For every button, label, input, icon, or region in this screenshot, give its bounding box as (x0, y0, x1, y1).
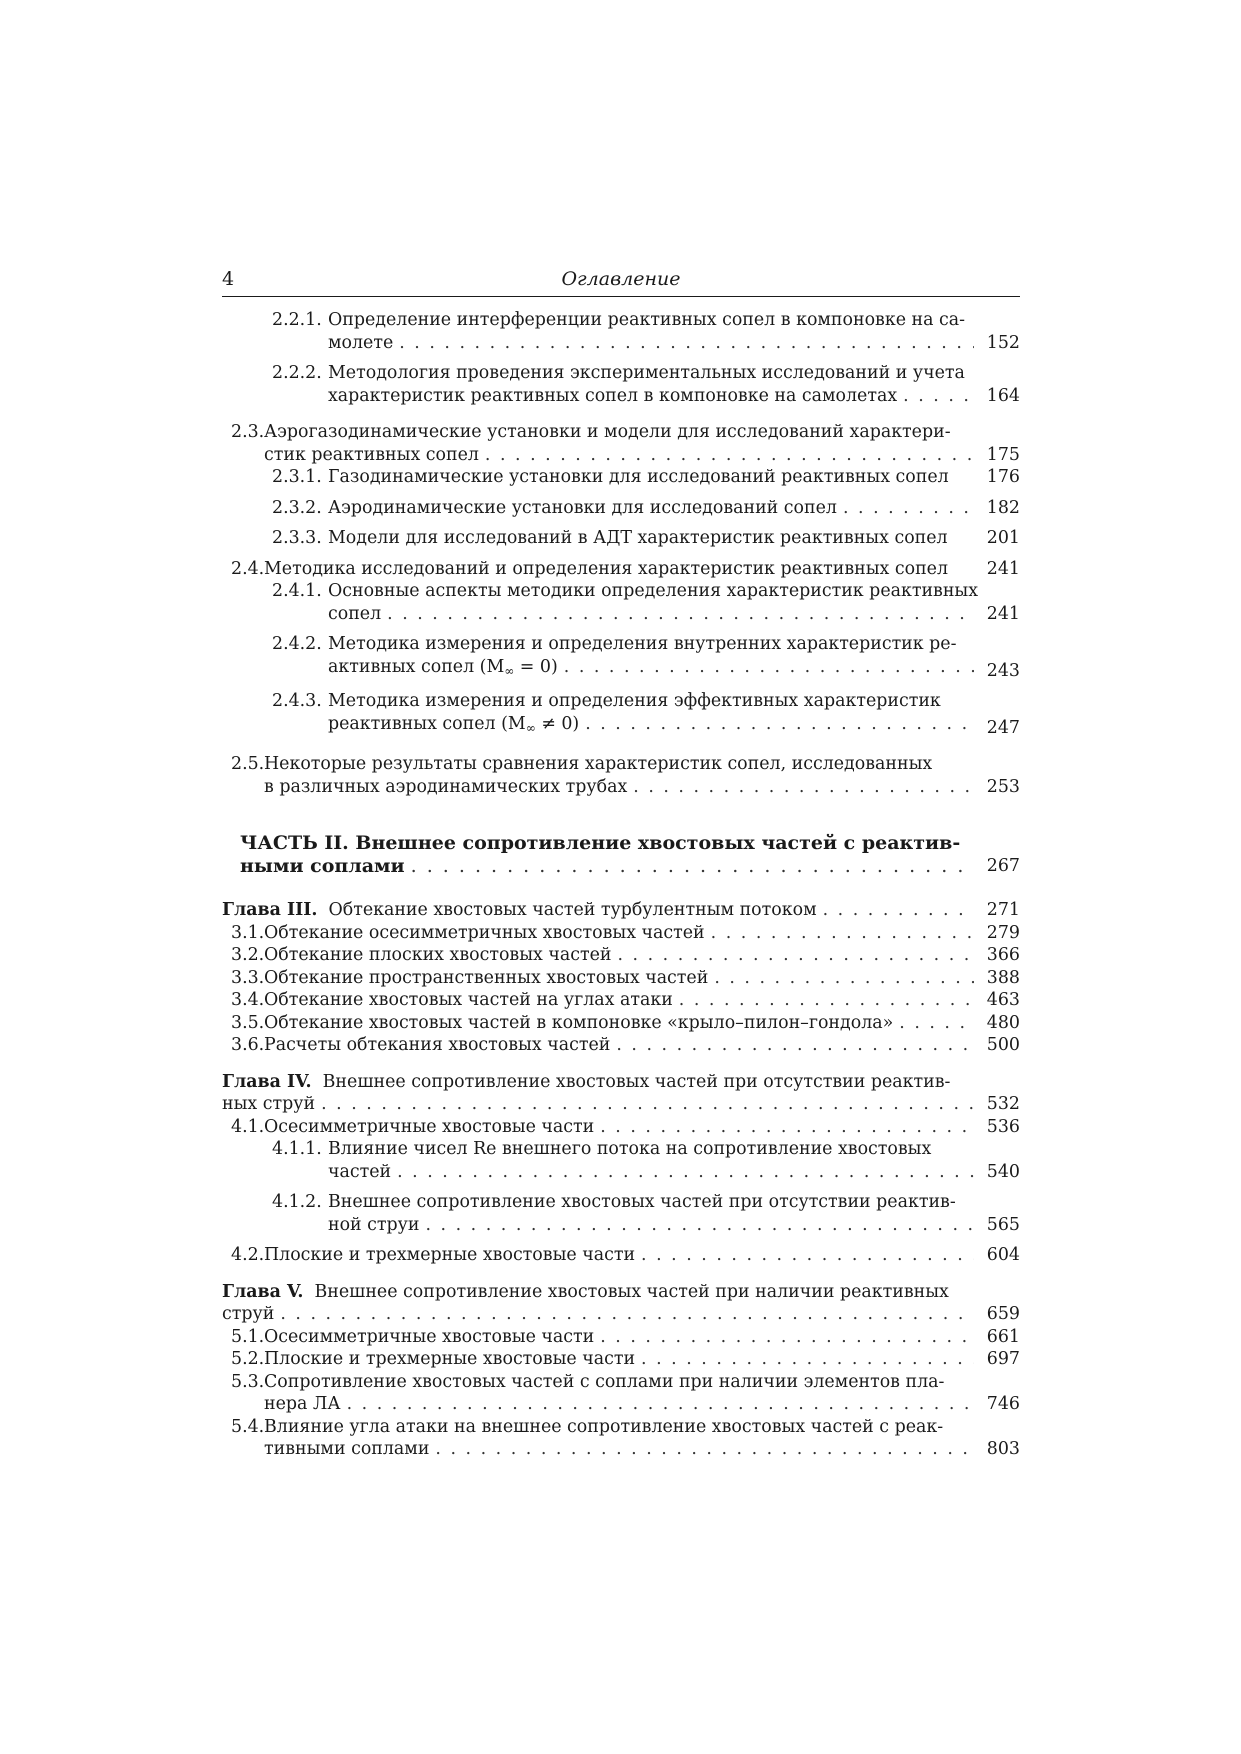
entry-title: Определение интерференции реактивных сопел в компоновке на са- (328, 310, 966, 330)
entry-title: Обтекание осесимметричных хвостовых частей (264, 922, 705, 943)
leader-dots (426, 1214, 975, 1237)
entry-title: Плоские и трехмерные хвостовые части (264, 1349, 636, 1369)
entry-page: 175 (986, 444, 1020, 465)
toc-entry-4-1-2[interactable] (222, 1191, 1020, 1236)
formula-suffix: ≠ 0) (535, 713, 580, 734)
entry-number: 4.1.2. (272, 1192, 322, 1212)
leader-dots (823, 899, 974, 922)
running-title: Оглавление (561, 268, 681, 290)
toc-entry-3-1[interactable] (222, 922, 1020, 945)
toc-entry-2-3-2[interactable] (222, 497, 1020, 520)
entry-page: 152 (986, 332, 1020, 353)
entry-title: Методика исследований и определения характеристик реактивных сопел (264, 558, 949, 579)
entry-number: 2.3.2. (272, 497, 322, 518)
entry-number: 3.3. (231, 967, 265, 988)
leader-dots (280, 1303, 974, 1326)
entry-page: 182 (986, 497, 1020, 518)
entry-title: Методика измерения и определения эффективных характеристик (328, 691, 941, 711)
entry-title-cont: ных струй (222, 1094, 316, 1114)
entry-title: Внешнее сопротивление хвостовых частей при отсутствии реактив- (322, 1071, 951, 1092)
leader-dots (641, 1348, 974, 1371)
entry-number: 2.4.1. (272, 581, 322, 601)
entry-number: 4.1. (231, 1116, 265, 1137)
leader-dots (843, 497, 974, 520)
entry-number: 4.2. (231, 1245, 265, 1265)
entry-title: Методология проведения экспериментальных исследований и учета (328, 363, 965, 383)
entry-title: Осесимметричные хвостовые части (264, 1326, 595, 1347)
toc-entry-2-3[interactable] (222, 421, 1020, 466)
toc-entry-4-1[interactable] (222, 1116, 1020, 1139)
entry-title: Обтекание плоских хвостовых частей (264, 945, 612, 965)
leader-dots (903, 385, 974, 408)
entry-page: 532 (986, 1094, 1020, 1114)
entry-title: Расчеты обтекания хвостовых частей (264, 1035, 611, 1055)
entry-title: Обтекание хвостовых частей на углах атаки (264, 990, 673, 1010)
entry-title-cont: тивными соплами (264, 1439, 430, 1459)
entry-page: 201 (986, 528, 1020, 548)
entry-title: Аэрогазодинамические установки и модели для исследований характери- (264, 422, 951, 442)
entry-number: 2.4.3. (272, 691, 322, 711)
entry-page: 243 (986, 660, 1020, 681)
entry-page: 500 (986, 1035, 1020, 1055)
entry-page: 388 (986, 967, 1020, 988)
toc-entry-3-6[interactable] (222, 1034, 1020, 1057)
entry-number: 5.3. (231, 1371, 265, 1392)
entry-number: 2.4.2. (272, 634, 322, 654)
leader-dots (397, 1161, 974, 1184)
toc-entry-chapter-5[interactable] (222, 1281, 1020, 1326)
entry-title-cont: сопел (328, 603, 382, 624)
entry-number: 2.2.2. (272, 363, 322, 383)
entry-title: Осесимметричные хвостовые части (264, 1116, 595, 1137)
table-of-contents (222, 309, 1020, 1461)
toc-entry-2-4-3[interactable] (222, 690, 1020, 739)
leader-dots (585, 713, 974, 736)
toc-entry-2-3-1[interactable] (222, 466, 1020, 489)
entry-number: 3.1. (231, 922, 265, 943)
entry-number: 3.5. (231, 1012, 265, 1033)
leader-dots (641, 1244, 974, 1267)
entry-page: 271 (986, 900, 1020, 920)
entry-title-cont: в различных аэродинамических трубах (264, 776, 628, 797)
entry-title-cont: нера ЛА (264, 1394, 341, 1414)
leader-dots (633, 776, 974, 799)
toc-entry-2-5[interactable] (222, 753, 1020, 798)
leader-dots (435, 1438, 974, 1461)
toc-entry-3-5[interactable] (222, 1012, 1020, 1035)
running-head (222, 266, 1020, 297)
part-title: ЧАСТЬ II. Внешнее сопротивление хвостовых частей с реактив- (240, 832, 961, 854)
entry-page: 803 (986, 1439, 1020, 1459)
entry-page: 366 (986, 945, 1020, 965)
toc-entry-3-4[interactable] (222, 989, 1020, 1012)
entry-page: 604 (986, 1245, 1020, 1265)
entry-page: 746 (986, 1394, 1020, 1414)
toc-entry-5-2[interactable] (222, 1348, 1020, 1371)
entry-page: 176 (986, 467, 1020, 487)
chapter-label: Глава V. (222, 1281, 304, 1302)
entry-page: 253 (986, 776, 1020, 797)
entry-number: 2.3. (231, 422, 265, 442)
infinity-subscript: ∞ (504, 663, 515, 678)
toc-entry-2-4-1[interactable] (222, 580, 1020, 625)
entry-title: Обтекание хвостовых частей в компоновке «крыло–пилон–гондола» (264, 1012, 894, 1033)
leader-dots (711, 922, 974, 945)
entry-title-cont (328, 713, 579, 740)
entry-page: 659 (986, 1304, 1020, 1324)
part-title-cont: ными соплами (240, 854, 405, 877)
entry-title: Влияние чисел Re внешнего потока на сопротивление хвостовых (328, 1139, 932, 1159)
entry-title: Методика измерения и определения внутренних характеристик ре- (328, 634, 957, 654)
entry-number: 4.1.1. (272, 1139, 322, 1159)
toc-entry-chapter-3[interactable] (222, 899, 1020, 922)
entry-title: Влияние угла атаки на внешнее сопротивление хвостовых частей с реак- (264, 1416, 944, 1437)
leader-dots (411, 855, 974, 878)
entry-title-cont: стик реактивных сопел (264, 444, 479, 465)
entry-title: Плоские и трехмерные хвостовые части (264, 1245, 636, 1265)
toc-entry-2-4-2[interactable] (222, 633, 1020, 682)
leader-dots (600, 1326, 974, 1349)
toc-entry-4-1-1[interactable] (222, 1138, 1020, 1183)
entry-page: 697 (986, 1349, 1020, 1369)
document-page (222, 266, 1020, 1461)
entry-title: Внешнее сопротивление хвостовых частей при отсутствии реактив- (328, 1192, 956, 1212)
entry-page: 164 (986, 385, 1020, 406)
toc-entry-2-4[interactable] (222, 558, 1020, 581)
infinity-subscript: ∞ (525, 720, 536, 735)
entry-title-cont: ной струи (328, 1214, 420, 1235)
entry-number: 3.4. (231, 990, 265, 1010)
chapter-label: Глава III. (222, 900, 318, 920)
entry-title-cont: струй (222, 1304, 275, 1324)
toc-entry-5-4[interactable] (222, 1416, 1020, 1461)
entry-page: 279 (986, 922, 1020, 943)
entry-title: Основные аспекты методики определения характеристик реактивных (328, 581, 979, 601)
leader-dots (347, 1393, 974, 1416)
entry-number: 2.3.3. (272, 528, 322, 548)
entry-number: 5.1. (231, 1326, 265, 1347)
leader-dots (485, 444, 974, 467)
entry-page: 267 (986, 855, 1020, 876)
formula-prefix: реактивных сопел (M (328, 713, 526, 734)
entry-title-cont: частей (328, 1161, 392, 1182)
entry-page: 661 (986, 1326, 1020, 1347)
entry-title: Аэродинамические установки для исследований сопел (328, 497, 837, 518)
entry-number: 3.2. (231, 945, 265, 965)
entry-title-cont: молете (328, 332, 394, 353)
entry-page: 463 (986, 990, 1020, 1010)
leader-dots (899, 1012, 974, 1035)
entry-page: 480 (986, 1012, 1020, 1033)
entry-title: Внешнее сопротивление хвостовых частей при наличии реактивных (314, 1281, 949, 1302)
page-number: 4 (222, 268, 235, 290)
leader-dots (616, 1034, 974, 1057)
leader-dots (714, 967, 974, 990)
entry-page: 540 (986, 1161, 1020, 1182)
entry-title: Сопротивление хвостовых частей с соплами при наличии элементов пла- (264, 1371, 945, 1392)
leader-dots (399, 332, 974, 355)
toc-entry-3-2[interactable] (222, 944, 1020, 967)
entry-title-cont: характеристик реактивных сопел в компоновке на самолетах (328, 385, 898, 406)
entry-number: 5.4. (231, 1416, 265, 1437)
toc-entry-2-3-3[interactable] (222, 527, 1020, 550)
entry-title-cont (328, 656, 558, 683)
entry-page: 247 (986, 717, 1020, 738)
leader-dots (321, 1093, 974, 1116)
entry-page: 565 (986, 1214, 1020, 1235)
leader-dots (564, 656, 974, 679)
leader-dots (679, 989, 974, 1012)
leader-dots (600, 1116, 974, 1139)
leader-dots (387, 603, 974, 626)
toc-entry-4-2[interactable] (222, 1244, 1020, 1267)
entry-number: 2.2.1. (272, 310, 322, 330)
entry-page: 241 (986, 558, 1020, 579)
entry-title: Модели для исследований в АДТ характеристик реактивных сопел (328, 528, 948, 548)
toc-entry-5-1[interactable] (222, 1326, 1020, 1349)
leader-dots (618, 944, 975, 967)
entry-page: 536 (986, 1116, 1020, 1137)
entry-title: Некоторые результаты сравнения характеристик сопел, исследованных (264, 754, 933, 774)
entry-number: 2.3.1. (272, 467, 322, 487)
toc-entry-chapter-4[interactable] (222, 1071, 1020, 1116)
entry-number: 5.2. (231, 1349, 265, 1369)
entry-number: 3.6. (231, 1035, 265, 1055)
chapter-label: Глава IV. (222, 1071, 312, 1092)
formula-prefix: активных сопел (M (328, 656, 505, 677)
toc-entry-2-2-1[interactable] (222, 309, 1020, 354)
formula-suffix: = 0) (514, 656, 558, 677)
entry-title: Газодинамические установки для исследований реактивных сопел (328, 467, 949, 487)
entry-number: 2.4. (231, 558, 265, 579)
toc-entry-5-3[interactable] (222, 1371, 1020, 1416)
entry-title: Обтекание хвостовых частей турбулентным потоком (328, 900, 817, 920)
toc-entry-3-3[interactable] (222, 967, 1020, 990)
entry-page: 241 (986, 603, 1020, 624)
entry-title: Обтекание пространственных хвостовых частей (264, 967, 709, 988)
toc-entry-part-2[interactable] (222, 832, 1020, 877)
toc-entry-2-2-2[interactable] (222, 362, 1020, 407)
entry-number: 2.5. (231, 754, 265, 774)
